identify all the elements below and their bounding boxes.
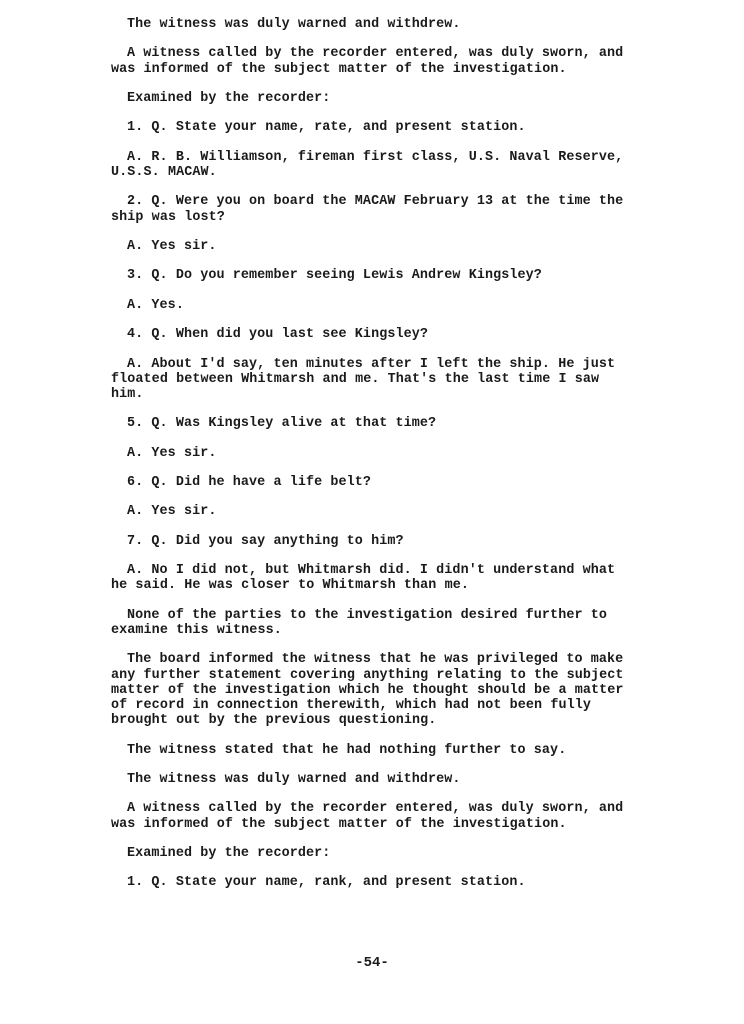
page-number: -54- (355, 955, 389, 971)
question-3: 3. Q. Do you remember seeing Lewis Andrew Kingsley? (127, 268, 542, 284)
paragraph-witness-withdrew-2: The witness was duly warned and withdrew. (127, 772, 461, 788)
paragraph-examined-1: Examined by the recorder: (127, 90, 331, 106)
question-2: 2. Q. Were you on board the MACAW February 13 at the time the ship was lost? (111, 194, 624, 225)
paragraph-examined-2: Examined by the recorder: (127, 846, 331, 862)
paragraph-witness-called-1: A witness called by the recorder entered, was duly sworn, and was informed of the subject matter of the investigation. (111, 46, 624, 77)
paragraph-witness-called-2: A witness called by the recorder entered, was duly sworn, and was informed of the subject matter of the investigation. (111, 801, 624, 832)
answer-3: A. Yes. (127, 297, 184, 313)
answer-5: A. Yes sir. (127, 445, 217, 461)
answer-6: A. Yes sir. (127, 504, 217, 520)
body-text (111, 17, 686, 891)
answer-7: A. No I did not, but Whitmarsh did. I didn't understand what he said. He was closer to Whitmarsh than me. (111, 563, 616, 594)
question-7: 7. Q. Did you say anything to him? (127, 533, 404, 549)
question-6: 6. Q. Did he have a life belt? (127, 475, 372, 491)
question-1-second-witness: 1. Q. State your name, rank, and present station. (127, 875, 526, 891)
answer-1: A. R. B. Williamson, fireman first class, U.S. Naval Reserve, U.S.S. MACAW. (111, 149, 624, 180)
answer-4: A. About I'd say, ten minutes after I left the ship. He just floated between Whitmarsh and me. That's the last time I saw him. (111, 356, 616, 402)
question-5: 5. Q. Was Kingsley alive at that time? (127, 416, 437, 432)
question-4: 4. Q. When did you last see Kingsley? (127, 327, 429, 343)
paragraph-nothing-further: The witness stated that he had nothing further to say. (127, 742, 567, 758)
paragraph-witness-withdrew-1: The witness was duly warned and withdrew. (127, 17, 461, 32)
question-1: 1. Q. State your name, rate, and present station. (127, 120, 526, 136)
answer-2: A. Yes sir. (127, 238, 217, 254)
paragraph-no-further-exam: None of the parties to the investigation desired further to examine this witness. (111, 607, 608, 639)
paragraph-board-informed: The board informed the witness that he was privileged to make any further statement covering anything relating to the subject matter of the investigation which he thought should be a matter of record in connection therewith, which had not been fully brought out by the previous questioning. (111, 652, 624, 729)
